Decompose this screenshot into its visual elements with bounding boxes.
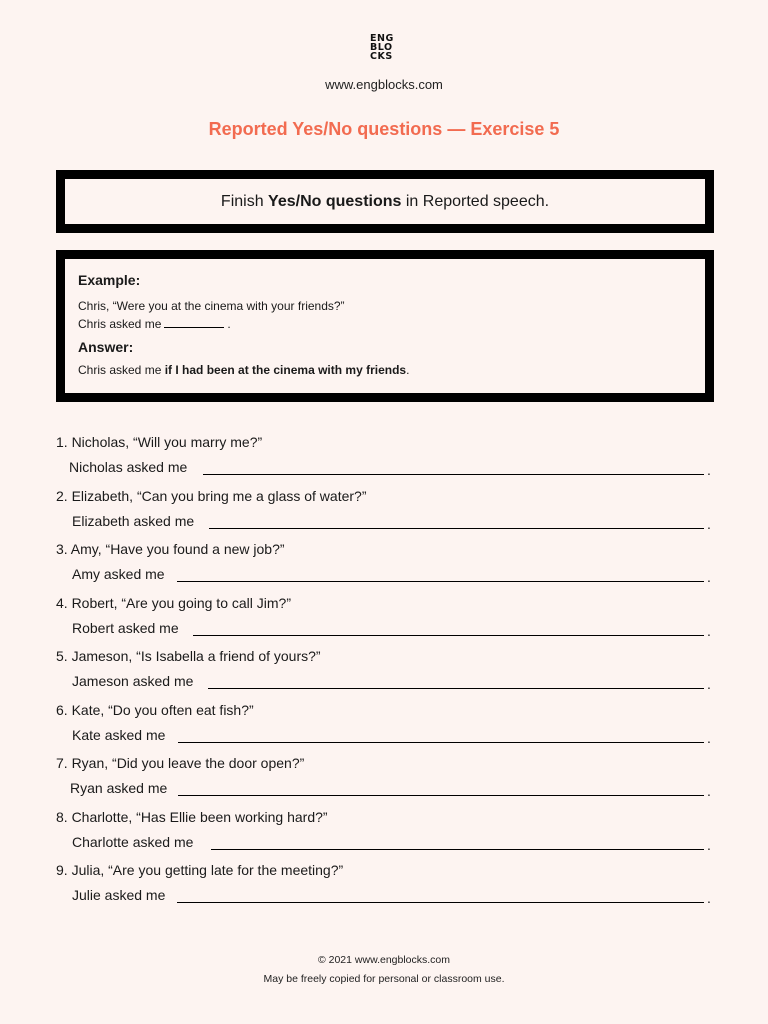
answer-input-line[interactable] bbox=[177, 581, 704, 582]
answer-input-line[interactable] bbox=[208, 688, 704, 689]
example-prompt-suffix: . bbox=[227, 317, 231, 331]
answer-row bbox=[0, 726, 768, 746]
question-item bbox=[0, 433, 768, 487]
answer-prefix: Robert asked me bbox=[72, 620, 179, 636]
example-box bbox=[56, 250, 714, 402]
answer-row bbox=[0, 619, 768, 639]
instruction-before: Finish bbox=[220, 192, 269, 210]
answer-row bbox=[0, 512, 768, 532]
instruction-after: in Reported speech. bbox=[401, 192, 550, 210]
question-item bbox=[0, 540, 768, 594]
answer-prefix: Kate asked me bbox=[72, 727, 166, 743]
question-text: 3. Amy, “Have you found a new job?” bbox=[56, 541, 285, 557]
answer-period: . bbox=[707, 462, 711, 478]
answer-row bbox=[0, 458, 768, 478]
answer-row bbox=[0, 833, 768, 853]
answer-row bbox=[0, 565, 768, 585]
example-blank bbox=[164, 318, 224, 328]
answer-bold: if I had been at the cinema with my friends bbox=[164, 363, 407, 377]
answer-prefix: Nicholas asked me bbox=[69, 459, 188, 475]
answer-period: . bbox=[707, 783, 711, 799]
answer-row bbox=[0, 779, 768, 799]
answer-period: . bbox=[707, 623, 711, 639]
question-item bbox=[0, 594, 768, 648]
question-item bbox=[0, 487, 768, 541]
question-text: 1. Nicholas, “Will you marry me?” bbox=[56, 434, 263, 450]
answer-prefix: Chris asked me bbox=[78, 363, 165, 377]
example-answer bbox=[78, 361, 705, 379]
answer-prefix: Amy asked me bbox=[72, 566, 165, 582]
answer-period: . bbox=[707, 837, 711, 853]
answer-input-line[interactable] bbox=[177, 902, 704, 903]
engblocks-logo bbox=[370, 34, 394, 61]
question-text: 6. Kate, “Do you often eat fish?” bbox=[56, 702, 254, 718]
answer-period: . bbox=[707, 569, 711, 585]
instruction-bold: Yes/No questions bbox=[268, 192, 402, 210]
page-title: Reported Yes/No questions — Exercise 5 bbox=[208, 119, 560, 139]
answer-prefix: Jameson asked me bbox=[72, 673, 194, 689]
example-prompt-prefix: Chris asked me bbox=[78, 317, 162, 331]
answer-row bbox=[0, 672, 768, 692]
answer-period: . bbox=[707, 890, 711, 906]
question-item bbox=[0, 861, 768, 915]
answer-heading: Answer: bbox=[78, 339, 134, 355]
instruction-box bbox=[56, 170, 714, 233]
question-text: 9. Julia, “Are you getting late for the meeting?” bbox=[56, 862, 344, 878]
answer-prefix: Julie asked me bbox=[72, 887, 166, 903]
answer-prefix: Elizabeth asked me bbox=[72, 513, 195, 529]
question-text: 5. Jameson, “Is Isabella a friend of yours?” bbox=[56, 648, 321, 664]
answer-input-line[interactable] bbox=[209, 528, 704, 529]
logo-line: BLO bbox=[370, 42, 393, 53]
answer-prefix: Charlotte asked me bbox=[72, 834, 194, 850]
question-item bbox=[0, 808, 768, 862]
answer-period: . bbox=[707, 516, 711, 532]
answer-input-line[interactable] bbox=[178, 795, 704, 796]
question-item bbox=[0, 754, 768, 808]
answer-input-line[interactable] bbox=[193, 635, 704, 636]
example-heading: Example: bbox=[78, 272, 141, 288]
question-text: 2. Elizabeth, “Can you bring me a glass of water?” bbox=[56, 488, 367, 504]
question-text: 4. Robert, “Are you going to call Jim?” bbox=[56, 595, 291, 611]
example-quote: Chris, “Were you at the cinema with your friends?” bbox=[78, 299, 345, 313]
question-text: 7. Ryan, “Did you leave the door open?” bbox=[56, 755, 305, 771]
question-item bbox=[0, 701, 768, 755]
question-text: 8. Charlotte, “Has Ellie been working hard?” bbox=[56, 809, 328, 825]
answer-prefix: Ryan asked me bbox=[70, 780, 168, 796]
answer-row bbox=[0, 886, 768, 906]
footer-license: May be freely copied for personal or classroom use. bbox=[263, 973, 505, 985]
instruction-text bbox=[221, 193, 549, 211]
logo-line: ENG bbox=[370, 33, 394, 44]
answer-input-line[interactable] bbox=[203, 474, 704, 475]
answer-input-line[interactable] bbox=[178, 742, 704, 743]
answer-input-line[interactable] bbox=[211, 849, 704, 850]
logo-line: CKS bbox=[370, 51, 393, 62]
example-prompt bbox=[78, 315, 705, 333]
answer-period: . bbox=[707, 676, 711, 692]
answer-suffix: . bbox=[406, 363, 410, 377]
site-url[interactable]: www.engblocks.com bbox=[325, 77, 443, 92]
footer-copyright: © 2021 www.engblocks.com bbox=[317, 954, 451, 966]
answer-period: . bbox=[707, 730, 711, 746]
question-item bbox=[0, 647, 768, 701]
